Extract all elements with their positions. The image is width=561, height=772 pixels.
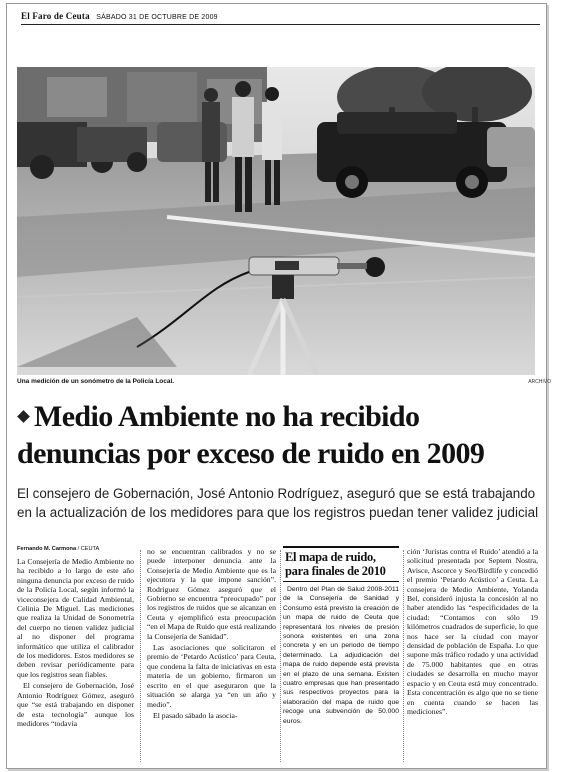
headline xyxy=(17,398,537,472)
masthead-rule xyxy=(21,24,540,25)
column-paragraph: no se encuentran calibrados y no se puede interponer denuncia ante la Consejería de Medio Ambiente que es la ejecutora y la que impone sanción”. Rodríguez Gómez aseguró que el Gobierno se encuentra “preocupado” por los registros de ruidos que se alcanzan en Ceuta y ejemplificó esta preocupación “en el Mapa de Ruido que está realizando la Consejería de Sanidad”. xyxy=(147,547,276,641)
newspaper-brand: El Faro de Ceuta xyxy=(21,11,90,21)
headline-line-1 xyxy=(17,398,537,435)
article-column-1 xyxy=(17,557,134,730)
photo-illustration xyxy=(17,67,535,375)
photo-caption: Una medición de un sonómetro de la Policía Local. xyxy=(17,378,175,385)
headline-text-1: Medio Ambiente no ha recibido xyxy=(34,400,420,433)
column-divider xyxy=(280,550,281,762)
sidebar-box-paragraph: Dentro del Plan de Salud 2008-2011 de la Consejería de Sanidad y Consumo está previsto la creación de un mapa de ruido de Ceuta que representará los niveles de presión sonora existentes en una zona concreta y en un periodo de tiempo determinado. La adjudicación del mapa de ruido depende está prevista en el plazo de una semana. Existen cuatro empresas que han presentado sus respectivos proyectos para la elaboración del mapa de ruido que recoge una subvención de 50.000 euros. xyxy=(283,586,399,725)
column-divider xyxy=(140,550,141,762)
diamond-bullet-icon xyxy=(17,410,30,423)
article-photo xyxy=(17,67,535,375)
byline-author: Fernando M. Carmona xyxy=(17,546,77,552)
column-divider xyxy=(403,550,404,762)
article-column-4 xyxy=(407,547,538,718)
byline xyxy=(17,546,99,552)
column-paragraph: El pasado sábado la asocia- xyxy=(153,710,238,720)
column-paragraph: La Consejería de Medio Ambiente no ha recibido a lo largo de este año ninguna denuncia por exceso de ruido de la Policía Local, según informó la viceconsejera de Calidad Ambiental, Celinia De Miguel. Las mediciones que realiza la Unidad de Sonometría del cuerpo no tienen validez judicial al no disponer del programa informático que utiliza el calibrador de los medidores. Estos medidores se deben revisar periódicamente para que los registros sean fiables. xyxy=(17,557,134,679)
headline-line-2: denuncias por exceso de ruido en 2009 xyxy=(17,437,485,470)
sidebar-box-body xyxy=(283,585,399,726)
sidebar-box-title: El mapa de ruido, para finales de 2010 xyxy=(283,546,399,582)
column-paragraph: El consejero de Gobernación, José Antonio Rodríguez Gómez, aseguró que “se está trabajando en disponer de esta tecnología” aunque los medidores “todavía xyxy=(17,681,134,728)
article-column-2 xyxy=(147,547,276,722)
photo-credit: ARCHIVO xyxy=(528,379,551,385)
byline-place: / CEUTA xyxy=(77,546,100,552)
issue-date: SÁBADO 31 DE OCTUBRE DE 2009 xyxy=(96,14,218,21)
subheadline: El consejero de Gobernación, José Antonio Rodríguez, aseguró que se está trabajando en la actualización de los medidores para que los registros puedan tener validez judicial xyxy=(17,486,539,520)
masthead xyxy=(21,11,218,21)
sidebar-box xyxy=(283,546,399,756)
column-paragraph: Las asociaciones que solicitaron el premio de ‘Petardo Acústico’ para Ceuta, que condena la falta de iniciativas en esta materia de un gobierno, firmaron un escrito en el que aseguraron que la situación se alarga ya “en un año y medio”. xyxy=(147,643,276,709)
column-paragraph: ción ‘Juristas contra el Ruido’ atendió a la solicitud presentada por Septem Nostra, Avisce, Ascorce y Seo/Birdlife y concedió el premio ‘Petardo Acústico’ a Ceuta. La consejera de Medio Ambiente, Yolanda Bel, consideró injusta la concesión al no haber atendido las “especificidades de la ciudad: “Contamos con sólo 19 kilómetros cuadrados de superficie, lo que nos hace ser la ciudad con mayor densidad de población de España. Lo que supone más tráfico rodado y una actividad de 75.000 habitantes que en otras ciudades se desarrolla en mucho mayor espacio y en Ceuta está muy concentrado. Esta concentración es algo que no se tiene en cuenta cuando se hacen las mediciones”. xyxy=(407,547,538,716)
